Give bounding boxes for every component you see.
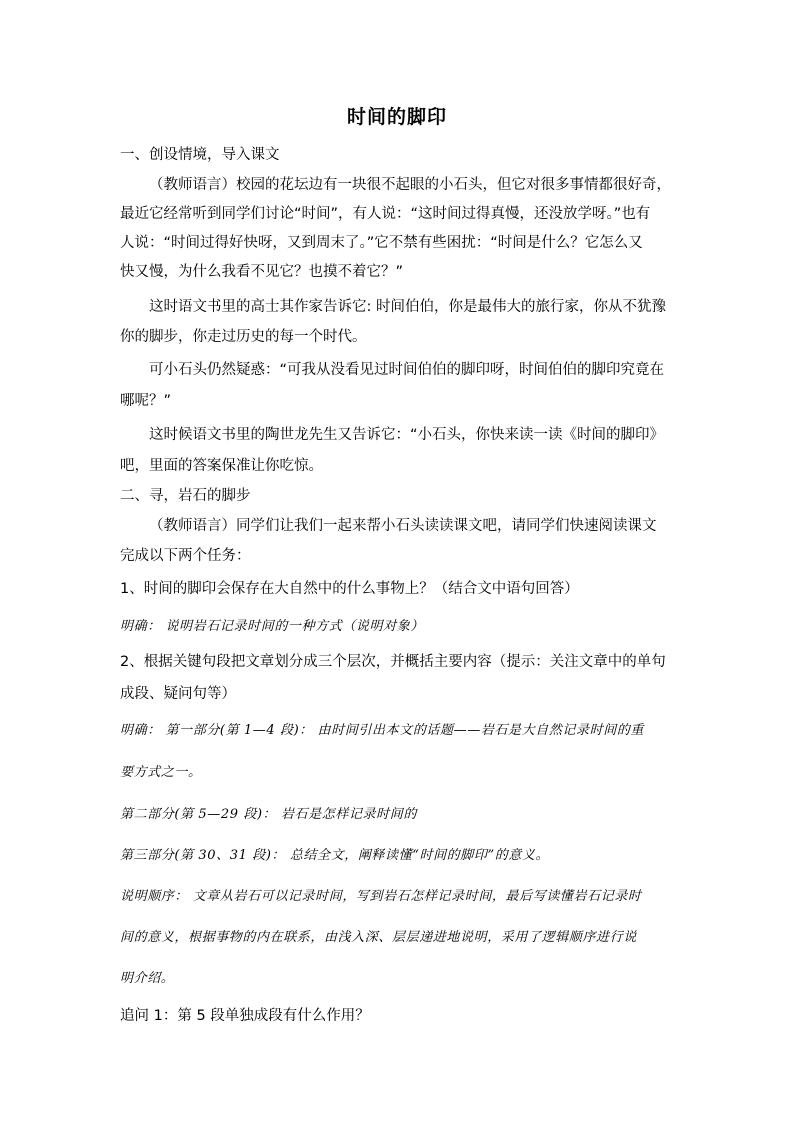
question-line: 1、时间的脚印会保存在大自然中的什么事物上？（结合文中语句回答） [120,581,579,597]
answer-line: 第三部分(第 30、31 段)： 总结全文，阐释读懂“时间的脚印”的意义。 [120,848,550,863]
follow-up-question: 追问 1：第 5 段单独成段有什么作用？ [120,1008,370,1024]
document-title: 时间的脚印 [346,106,447,128]
answer-line: 明确： 第一部分(第 1—4 段)： 由时间引出本文的话题——岩石是大自然记录时间的重 [120,723,645,738]
paragraph-line: 吧，里面的答案保准让你吃惊。 [120,458,323,474]
paragraph-line: 哪呢？” [120,393,172,409]
answer-line: 第二部分(第 5—29 段)： 岩石是怎样记录时间的 [120,807,417,822]
paragraph-line: 最近它经常听到同学们讨论“时间”，有人说：“这时间过得真慢，还没放学呀。”也有 [120,206,651,222]
section-heading-1: 一、创设情境，导入课文 [120,147,280,163]
paragraph-line: 可小石头仍然疑惑：“可我从没看见过时间伯伯的脚印呀，时间伯伯的脚印究竟在 [149,362,665,378]
answer-line: 明介绍。 [120,971,175,986]
answer-line: 明确： 说明岩石记录时间的一种方式（说明对象） [120,619,424,634]
question-line: 成段、疑问句等） [120,686,236,702]
paragraph-line: 这时语文书里的高士其作家告诉它: 时间伯伯，你是最伟大的旅行家，你从不犹豫 [149,299,666,315]
paragraph-line: 你的脚步，你走过历史的每一个时代。 [120,329,367,345]
section-heading-2: 二、寻，岩石的脚步 [120,488,251,504]
paragraph-line: 完成以下两个任务： [120,548,251,564]
paragraph-line: 这时候语文书里的陶世龙先生又告诉它：“小石头，你快来读一读《时间的脚印》 [149,427,665,443]
answer-line: 要方式之一。 [120,765,202,780]
paragraph-line: （教师语言）同学们让我们一起来帮小石头读读课文吧，请同学们快速阅读课文 [149,518,657,534]
answer-line: 间的意义，根据事物的内在联系，由浅入深、层层递进地说明，采用了逻辑顺序进行说 [120,930,637,945]
paragraph-line: 快又慢，为什么我看不见它？也摸不着它？” [120,264,404,280]
answer-line: 说明顺序： 文章从岩石可以记录时间，写到岩石怎样记录时间，最后写读懂岩石记录时 [120,889,642,904]
paragraph-line: 人说：“时间过得好快呀，又到周末了。”它不禁有些困扰：“时间是什么？它怎么又 [120,235,643,251]
paragraph-line: （教师语言）校园的花坛边有一块很不起眼的小石头，但它对很多事情都很好奇， [149,177,671,193]
question-line: 2、根据关键句段把文章划分成三个层次，并概括主要内容（提示：关注文章中的单句 [120,654,666,670]
